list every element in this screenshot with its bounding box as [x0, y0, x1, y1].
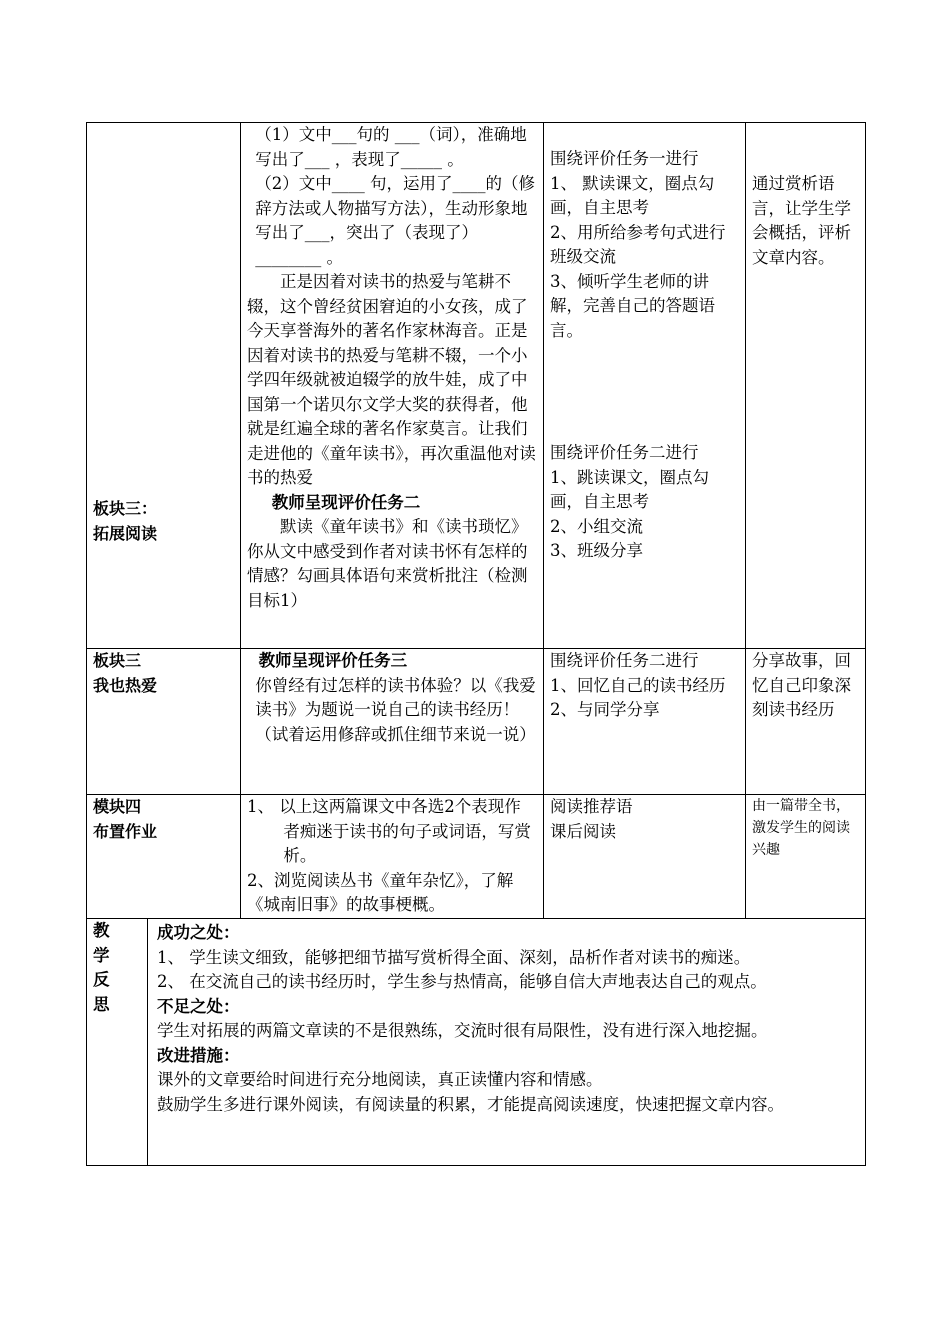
homework-item-1: 1、 以上这两篇课文中各选2个表现作者痴迷于读书的句子或词语，写赏析。: [247, 797, 531, 865]
section-label-line1: 板块三: [93, 651, 142, 670]
student-task-two-step2: 2、小组交流: [550, 516, 644, 536]
student-task-three-step1: 1、回忆自己的读书经历: [550, 675, 726, 695]
row-extended-reading: [87, 123, 866, 649]
student-task-three-title: 围绕评价任务二进行: [550, 651, 699, 670]
row-i-love-too: [87, 649, 866, 795]
lesson-plan-table: [86, 122, 866, 1166]
reflection-label-char: 学: [93, 945, 110, 965]
reflection-label-cell: [87, 919, 148, 1166]
homework-item-2: 2、浏览阅读丛书《童年杂忆》，了解《城南旧事》的故事梗概。: [247, 870, 514, 914]
design-intent-text: 由一篇带全书，激发学生的阅读兴趣: [752, 798, 851, 858]
row-teaching-reflection: [87, 919, 866, 1166]
student-activity-cell: [544, 123, 746, 649]
success-item-2: 2、 在交流自己的读书经历时，学生参与热情高，能够自信大声地表达自己的观点。: [157, 972, 767, 991]
fill-blank-template-1: （1）文中___句的 ___（词），准确地写出了___ ，表现了_____ 。: [255, 125, 527, 169]
design-intent-cell: [746, 795, 866, 919]
student-task-one-step2: 2、用所给参考句式进行班级交流: [550, 222, 726, 266]
student-task-two-title: 围绕评价任务二进行: [550, 443, 699, 462]
teacher-activity-cell: [241, 795, 544, 919]
section-label-line1: 板块三：: [93, 499, 158, 518]
row-homework: [87, 795, 866, 919]
fill-blank-template-2: （2）文中____ 句，运用了____的（修辞方法或人物描写方法），生动形象地写出了___，突出了（表现了）________ 。: [255, 174, 536, 267]
success-item-1: 1、 学生读文细致，能够把细节描写赏析得全面、深刻，品析作者对读书的痴迷。: [157, 947, 751, 967]
student-activity-cell: [544, 649, 746, 795]
task-two-heading: 教师呈现评价任务二: [271, 492, 421, 512]
task-three-note: （试着运用修辞或抓住细节来说一说）: [255, 724, 536, 744]
reflection-label-char: 思: [93, 994, 110, 1014]
improve-item-1: 课外的文章要给时间进行充分地阅读，真正读懂内容和情感。: [157, 1070, 603, 1089]
student-activity-cell: [544, 795, 746, 919]
section-label-cell: [87, 795, 241, 919]
student-task-one-step1: 1、 默读课文，圈点勾画，自主思考: [550, 173, 715, 217]
section-label-line2: 拓展阅读: [93, 523, 158, 543]
reflection-label-char: 反: [93, 970, 110, 989]
student-task-three-step2: 2、与同学分享: [550, 700, 660, 719]
shortfall-heading: 不足之处：: [157, 996, 240, 1016]
reflection-label-char: 教: [93, 921, 110, 940]
design-intent-cell: [746, 649, 866, 795]
teacher-activity-cell: [241, 649, 544, 795]
student-homework-line2: 课后阅读: [550, 821, 617, 841]
design-intent-cell: [746, 123, 866, 649]
improve-item-2: 鼓励学生多进行课外阅读，有阅读量的积累，才能提高阅读速度，快速把握文章内容。: [157, 1094, 784, 1114]
student-task-one-step3: 3、倾听学生老师的讲解，完善自己的答题语言。: [550, 271, 716, 340]
section-label-line2: 我也热爱: [93, 675, 158, 695]
student-task-two-step3: 3、班级分享: [550, 541, 644, 560]
transition-paragraph: 正是因着对读书的热爱与笔耕不辍，这个曾经贫困窘迫的小女孩，成了今天享誉海外的著名作家林海音。正是因着对读书的热爱与笔耕不辍，一个小学四年级就被迫辍学的放牛娃，成了中国第一个诺贝尔文学大奖的获得者，他就是红遍全球的著名作家莫言。让我们走进他的《童年读书》，再次重温他对读书的热爱: [247, 272, 536, 487]
section-label-cell: [87, 649, 241, 795]
reflection-content-cell: [148, 919, 866, 1166]
section-label-line2: 布置作业: [93, 821, 158, 841]
student-task-one-title: 围绕评价任务一进行: [550, 149, 699, 168]
task-three-body: 你曾经有过怎样的读书体验？以《我爱读书》为题说一说自己的读书经历！: [255, 675, 536, 719]
task-three-heading: 教师呈现评价任务三: [258, 651, 408, 670]
success-heading: 成功之处：: [157, 923, 240, 942]
shortfall-text: 学生对拓展的两篇文章读的不是很熟练，交流时很有局限性，没有进行深入地挖掘。: [157, 1021, 768, 1040]
student-homework-line1: 阅读推荐语: [550, 797, 633, 816]
improve-heading: 改进措施：: [157, 1045, 240, 1065]
section-label-cell: [87, 123, 241, 649]
design-intent-text: 通过赏析语言，让学生学会概括，评析文章内容。: [752, 174, 852, 267]
student-task-two-step1: 1、跳读课文，圈点勾画，自主思考: [550, 467, 710, 511]
task-two-body: 默读《童年读书》和《读书琐忆》你从文中感受到作者对读书怀有怎样的情感？勾画具体语句来赏析批注（检测目标1）: [247, 517, 528, 610]
section-label-line1: 模块四: [93, 797, 142, 816]
teacher-activity-cell: [241, 123, 544, 649]
design-intent-text: 分享故事，回忆自己印象深刻读书经历: [752, 651, 852, 719]
